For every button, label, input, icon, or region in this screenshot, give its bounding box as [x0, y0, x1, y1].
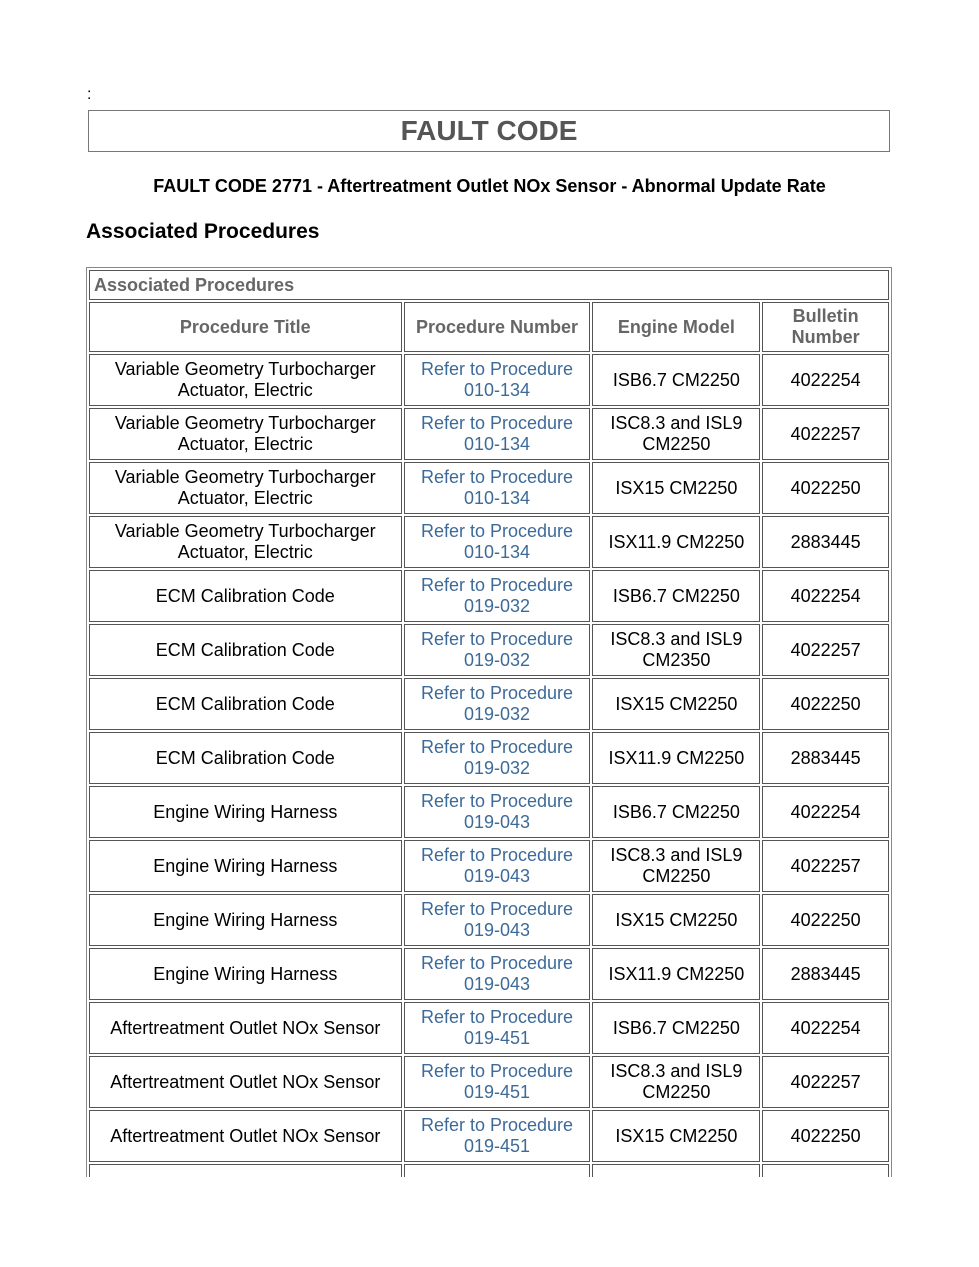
- table-row: [89, 894, 889, 946]
- bulletin-number-cell: 4022257: [762, 624, 889, 676]
- table-caption: Associated Procedures: [89, 270, 889, 300]
- procedure-title-cell: Engine Wiring Harness: [89, 894, 402, 946]
- engine-model-cell: ISX15 CM2250: [592, 462, 760, 514]
- engine-model-cell: ISB6.7 CM2250: [592, 354, 760, 406]
- procedure-title-cell: ECM Calibration Code: [89, 732, 402, 784]
- procedure-title-cell: ECM Calibration Code: [89, 624, 402, 676]
- table-row: [89, 786, 889, 838]
- table-row: [89, 1056, 889, 1108]
- procedure-link[interactable]: Refer to Procedure 019-043: [404, 786, 591, 838]
- table-body: [89, 354, 889, 1177]
- bulletin-number-cell: 4022254: [762, 570, 889, 622]
- engine-model-cell: [592, 1164, 760, 1177]
- bulletin-number-cell: 4022250: [762, 1110, 889, 1162]
- procedure-title-cell: Aftertreatment Outlet NOx Sensor: [89, 1110, 402, 1162]
- table-header-row: [89, 302, 889, 352]
- bulletin-number-cell: 4022257: [762, 1056, 889, 1108]
- procedure-link[interactable]: [404, 1164, 591, 1177]
- engine-model-cell: ISC8.3 and ISL9 CM2250: [592, 840, 760, 892]
- engine-model-cell: ISB6.7 CM2250: [592, 786, 760, 838]
- procedure-title-cell: Aftertreatment Outlet NOx Sensor: [89, 1056, 402, 1108]
- table-row: [89, 948, 889, 1000]
- procedure-link[interactable]: Refer to Procedure 019-032: [404, 732, 591, 784]
- procedure-title-cell: Variable Geometry Turbocharger Actuator, Electric: [89, 408, 402, 460]
- table-row: [89, 516, 889, 568]
- bulletin-number-cell: 4022254: [762, 786, 889, 838]
- procedure-link[interactable]: Refer to Procedure 019-451: [404, 1002, 591, 1054]
- header-engine-model: Engine Model: [592, 302, 760, 352]
- engine-model-cell: ISC8.3 and ISL9 CM2350: [592, 624, 760, 676]
- table-row: [89, 1110, 889, 1162]
- bulletin-number-cell: 2883445: [762, 732, 889, 784]
- procedures-table-container: [86, 267, 892, 1177]
- engine-model-cell: ISX11.9 CM2250: [592, 516, 760, 568]
- table-row: [89, 462, 889, 514]
- procedure-title-cell: [89, 1164, 402, 1177]
- bulletin-number-cell: 4022257: [762, 840, 889, 892]
- engine-model-cell: ISX11.9 CM2250: [592, 948, 760, 1000]
- table-row: [89, 1164, 889, 1177]
- page-colon: :: [87, 86, 92, 103]
- engine-model-cell: ISX15 CM2250: [592, 1110, 760, 1162]
- procedure-link[interactable]: Refer to Procedure 010-134: [404, 462, 591, 514]
- engine-model-cell: ISB6.7 CM2250: [592, 1002, 760, 1054]
- procedure-title-cell: Variable Geometry Turbocharger Actuator, Electric: [89, 462, 402, 514]
- bulletin-number-cell: 4022257: [762, 408, 889, 460]
- bulletin-number-cell: [762, 1164, 889, 1177]
- procedure-title-cell: Variable Geometry Turbocharger Actuator, Electric: [89, 516, 402, 568]
- engine-model-cell: ISB6.7 CM2250: [592, 570, 760, 622]
- procedure-link[interactable]: Refer to Procedure 019-451: [404, 1110, 591, 1162]
- procedure-title-cell: Engine Wiring Harness: [89, 786, 402, 838]
- procedure-link[interactable]: Refer to Procedure 019-043: [404, 948, 591, 1000]
- table-caption-row: [89, 270, 889, 300]
- bulletin-number-cell: 4022250: [762, 678, 889, 730]
- table-row: [89, 732, 889, 784]
- header-bulletin-number: Bulletin Number: [762, 302, 889, 352]
- table-row: [89, 678, 889, 730]
- section-heading: Associated Procedures: [86, 220, 320, 243]
- procedure-title-cell: ECM Calibration Code: [89, 678, 402, 730]
- table-row: [89, 408, 889, 460]
- procedure-link[interactable]: Refer to Procedure 019-032: [404, 624, 591, 676]
- procedure-link[interactable]: Refer to Procedure 019-451: [404, 1056, 591, 1108]
- fault-code-subtitle: FAULT CODE 2771 - Aftertreatment Outlet NOx Sensor - Abnormal Update Rate: [153, 176, 826, 196]
- bulletin-number-cell: 2883445: [762, 516, 889, 568]
- procedure-link[interactable]: Refer to Procedure 019-043: [404, 840, 591, 892]
- procedure-title-cell: Aftertreatment Outlet NOx Sensor: [89, 1002, 402, 1054]
- procedure-link[interactable]: Refer to Procedure 010-134: [404, 354, 591, 406]
- procedure-link[interactable]: Refer to Procedure 019-032: [404, 678, 591, 730]
- procedures-table: [86, 267, 892, 1177]
- engine-model-cell: ISX11.9 CM2250: [592, 732, 760, 784]
- bulletin-number-cell: 4022250: [762, 894, 889, 946]
- engine-model-cell: ISX15 CM2250: [592, 894, 760, 946]
- page-title: FAULT CODE: [400, 115, 578, 146]
- table-row: [89, 624, 889, 676]
- procedure-title-cell: Variable Geometry Turbocharger Actuator, Electric: [89, 354, 402, 406]
- table-row: [89, 840, 889, 892]
- procedure-link[interactable]: Refer to Procedure 019-043: [404, 894, 591, 946]
- header-procedure-number: Procedure Number: [404, 302, 591, 352]
- procedure-link[interactable]: Refer to Procedure 019-032: [404, 570, 591, 622]
- bulletin-number-cell: 4022254: [762, 354, 889, 406]
- procedure-link[interactable]: Refer to Procedure 010-134: [404, 408, 591, 460]
- table-row: [89, 354, 889, 406]
- engine-model-cell: ISC8.3 and ISL9 CM2250: [592, 1056, 760, 1108]
- table-row: [89, 1002, 889, 1054]
- bulletin-number-cell: 2883445: [762, 948, 889, 1000]
- procedure-title-cell: Engine Wiring Harness: [89, 948, 402, 1000]
- title-box: [88, 110, 890, 152]
- procedure-title-cell: ECM Calibration Code: [89, 570, 402, 622]
- table-row: [89, 570, 889, 622]
- bulletin-number-cell: 4022250: [762, 462, 889, 514]
- engine-model-cell: ISC8.3 and ISL9 CM2250: [592, 408, 760, 460]
- bulletin-number-cell: 4022254: [762, 1002, 889, 1054]
- header-procedure-title: Procedure Title: [89, 302, 402, 352]
- engine-model-cell: ISX15 CM2250: [592, 678, 760, 730]
- procedure-title-cell: Engine Wiring Harness: [89, 840, 402, 892]
- procedure-link[interactable]: Refer to Procedure 010-134: [404, 516, 591, 568]
